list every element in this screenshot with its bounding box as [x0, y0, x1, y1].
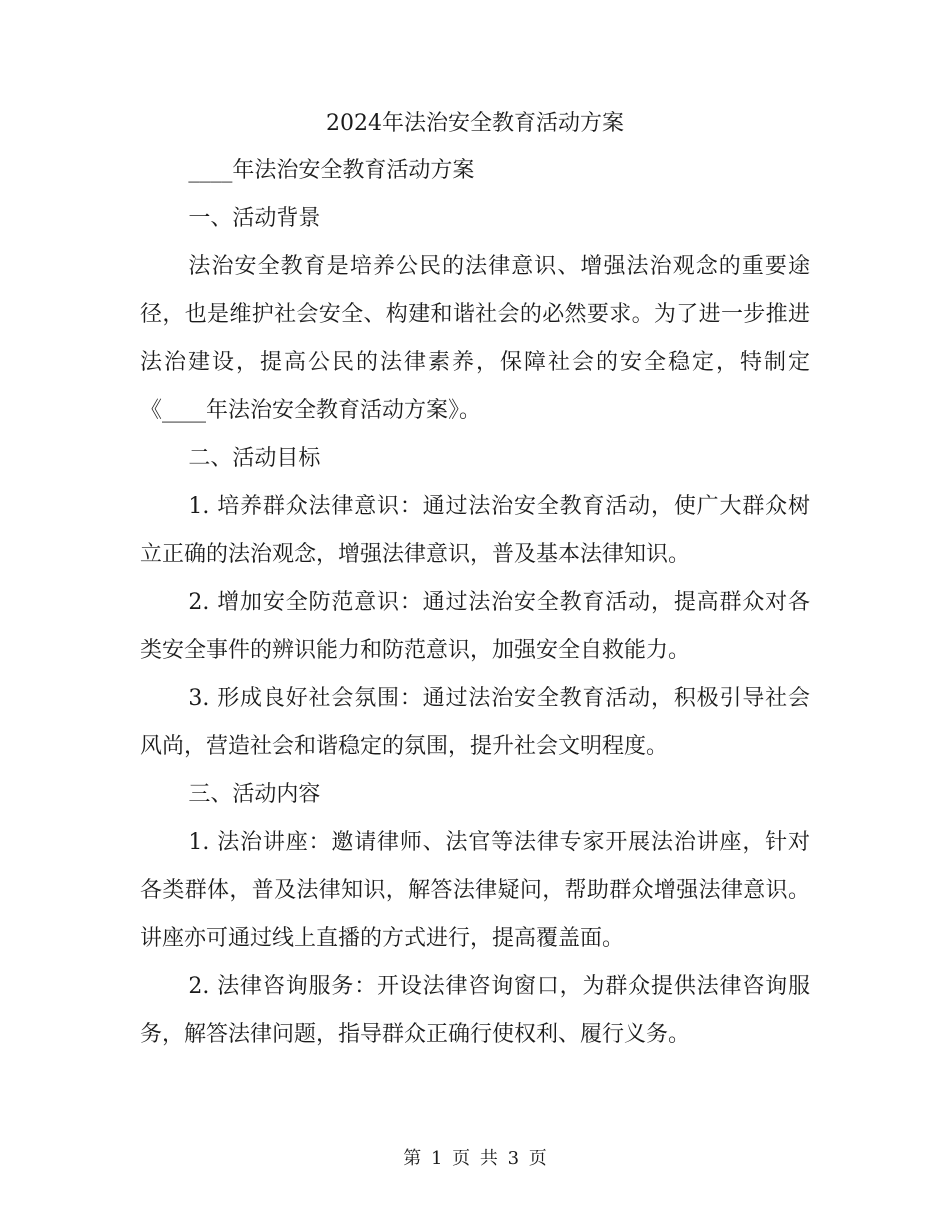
paragraph-content-1: 1. 法治讲座：邀请律师、法官等法律专家开展法治讲座，针对各类群体，普及法律知识，解答法律疑问，帮助群众增强法律意识。讲座亦可通过线上直播的方式进行，提高覆盖面。 — [140, 830, 810, 951]
page-title: 2024年法治安全教育活动方案 — [326, 111, 624, 136]
document-body — [140, 147, 810, 1059]
paragraph-goal-2: 2. 增加安全防范意识：通过法治安全教育活动，提高群众对各类安全事件的辨识能力和防范意识，加强安全自救能力。 — [140, 590, 810, 663]
section-heading-background: 一、活动背景 — [188, 206, 321, 231]
section-heading-content: 三、活动内容 — [188, 782, 321, 807]
paragraph-goal-3: 3. 形成良好社会氛围：通过法治安全教育活动，积极引导社会风尚，营造社会和谐稳定的氛围，提升社会文明程度。 — [140, 686, 810, 759]
page-number-footer: 第 1 页 共 3 页 — [403, 1148, 547, 1169]
paragraph-goal-1: 1. 培养群众法律意识：通过法治安全教育活动，使广大群众树立正确的法治观念，增强法律意识，普及基本法律知识。 — [140, 494, 810, 567]
section-heading-goals: 二、活动目标 — [188, 446, 321, 471]
paragraph-background: 法治安全教育是培养公民的法律意识、增强法治观念的重要途径，也是维护社会安全、构建和谐社会的必然要求。为了进一步推进法治建设，提高公民的法律素养，保障社会的安全稳定，特制定《____年法治安全教育活动方案》。 — [140, 254, 810, 423]
subtitle-line: ____年法治安全教育活动方案 — [188, 158, 475, 183]
paragraph-content-2: 2. 法律咨询服务：开设法律咨询窗口，为群众提供法律咨询服务，解答法律问题，指导群众正确行使权利、履行义务。 — [140, 974, 810, 1047]
